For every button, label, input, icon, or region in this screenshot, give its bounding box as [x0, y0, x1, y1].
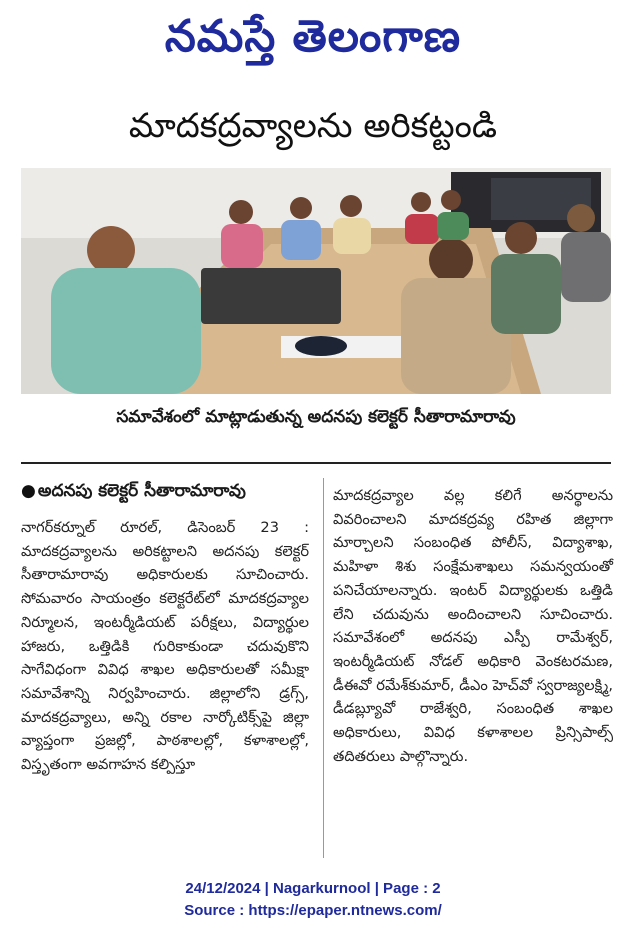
footer-source-link[interactable]: Source : https://epaper.ntnews.com/	[184, 902, 442, 919]
meeting-photo-illustration	[21, 168, 611, 394]
footer-date-edition: 24/12/2024 | Nagarkurnool | Page : 2	[185, 880, 441, 897]
headline: మాదకద్రవ్యాలను అరికట్టండి	[128, 106, 498, 146]
byline	[21, 476, 321, 506]
meeting-photo	[21, 168, 611, 394]
masthead	[0, 6, 626, 68]
column-divider	[323, 478, 324, 858]
bullet-icon: ●	[21, 481, 36, 501]
caption-divider	[21, 462, 611, 464]
article-column-2: మాదకద్రవ్యాల వల్ల కలిగే అనర్థాలను వివరించాలని మాదకద్రవ్య రహిత జిల్లాగా మార్చాలని సంబంధిత పోలీస్, విద్యాశాఖ, మహిళా శిశు సంక్షేమశాఖలు సమన్వయంతో పనిచేయాలన్నారు. ఇంటర్ విద్యార్థులకు ఒత్తిడి లేని చదువును అందించాలని సూచించారు. సమావేశంలో అదనపు ఎస్పీ రామేశ్వర్, ఇంటర్మీడియట్ నోడల్ అధికారి వెంకటరమణ, డీఈవో రమేశ్‌కుమార్, డీఎం హెచ్‌వో స్వరాజ్యలక్ష్మి, డీడబ్ల్యూవో రాజేశ్వరి, సంబంధిత శాఖల అధికారులు, వివిధ కళాశాలల ప్రిన్సిపాల్స్ తదితరులు పాల్గొన్నారు.	[333, 487, 613, 765]
masthead-logo-text: నమస్తే తెలంగాణ	[164, 11, 462, 62]
byline-text: అదనపు కలెక్టర్ సీతారామారావు	[37, 481, 246, 501]
photo-caption: సమావేశంలో మాట్లాడుతున్న అదనపు కలెక్టర్ సీతారామారావు	[116, 407, 516, 427]
article-column-1: నాగర్‌కర్నూల్ రూరల్, డిసెంబర్ 23 : మాదకద్రవ్యాలను అరికట్టాలని అదనపు కలెక్టర్ సీతారామారావు అధికారులకు సూచించారు. సోమవారం సాయంత్రం కలెక్టరేట్‌లో మాదకద్రవ్యాల నిర్మూలన, ఇంటర్మీడియట్ పరీక్షలు, విద్యార్థుల హాజరు, ఒత్తిడికి గురికాకుండా చదువుకొని సాగేవిధంగా వివిధ శాఖల అధికారులతో సమీక్షా సమావేశాన్ని నిర్వహించారు. జిల్లాలోని డ్రగ్స్, మాదకద్రవ్యాలు, అన్ని రకాల నార్కోటిక్స్‌పై జిల్లా వ్యాప్తంగా ప్రజల్లో, పాఠశాలల్లో, కళాశాలల్లో, విస్తృతంగా అవగాహన కల్పిస్తూ	[21, 519, 309, 774]
